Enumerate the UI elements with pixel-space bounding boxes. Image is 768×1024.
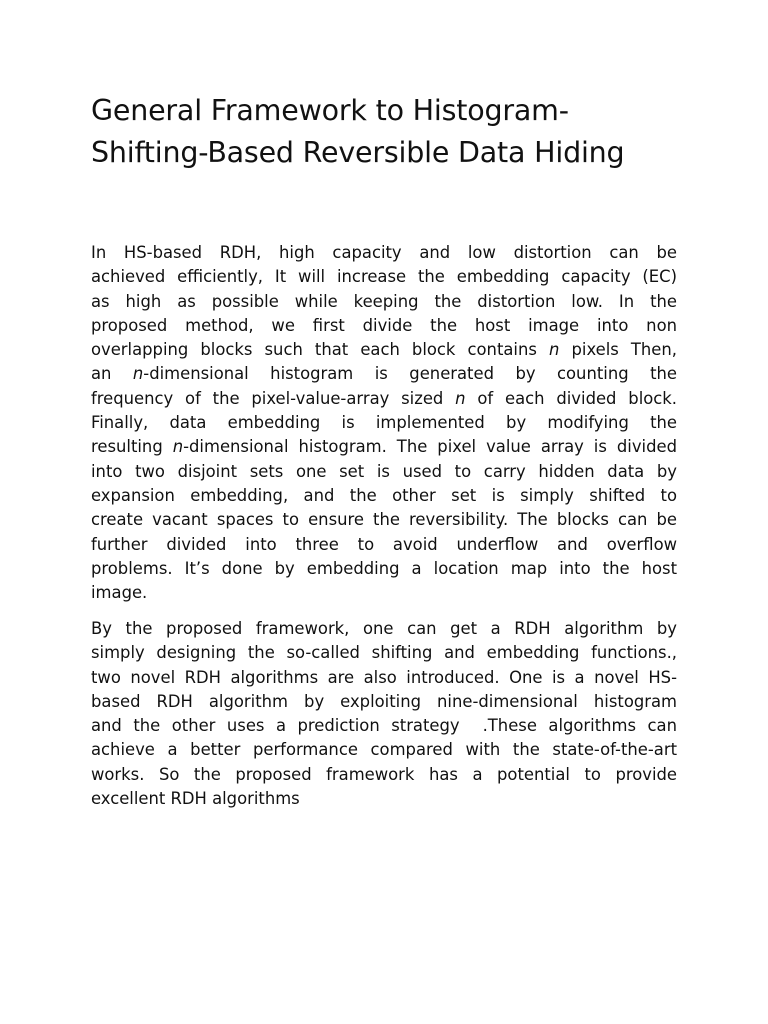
variable-n: n: [549, 340, 560, 360]
text-line: proposed method, we first divide the host image into non: [91, 315, 677, 335]
paragraph-2: [91, 617, 677, 811]
text-line: into two disjoint sets one set is used to carry hidden data by: [91, 461, 677, 481]
text-line: and the other uses a prediction strategy .These algorithms can: [91, 716, 677, 736]
text-line: expansion embedding, and the other set is simply shifted to: [91, 485, 677, 505]
title-line: Shifting-Based Reversible Data Hiding: [91, 136, 625, 169]
variable-n: n: [172, 437, 184, 457]
text-line: problems. It’s done by embedding a location map into the host: [91, 558, 677, 578]
text-line: By the proposed framework, one can get a RDH algorithm by: [91, 619, 677, 638]
text-line: simply designing the so-called shifting and embedding functions.,: [91, 643, 677, 663]
variable-n: n: [132, 364, 144, 384]
text-line: achieved efficiently, It will increase the embedding capacity (EC): [91, 267, 677, 287]
variable-n: n: [455, 388, 466, 408]
text-line: further divided into three to avoid underflow and overflow: [91, 534, 677, 554]
paragraph-1: [91, 241, 677, 605]
text-line: frequency of the pixel-value-array sized n of each divided block.: [91, 388, 677, 408]
document-title: [91, 90, 691, 174]
title-line: General Framework to Histogram-: [91, 94, 569, 127]
text-line: resulting n-dimensional histogram. The pixel value array is divided: [91, 437, 677, 457]
text-line: In HS-based RDH, high capacity and low distortion can be: [91, 243, 677, 262]
text-line: an n-dimensional histogram is generated by counting the: [91, 364, 677, 384]
text-line: as high as possible while keeping the distortion low. In the: [91, 291, 677, 311]
text-line: excellent RDH algorithms: [91, 789, 300, 809]
text-line: based RDH algorithm by exploiting nine-dimensional histogram: [91, 691, 677, 711]
text-line: Finally, data embedding is implemented by modifying the: [91, 413, 677, 433]
text-line: works. So the proposed framework has a potential to provide: [91, 764, 677, 784]
text-line: two novel RDH algorithms are also introduced. One is a novel HS-: [91, 667, 677, 687]
text-line: create vacant spaces to ensure the reversibility. The blocks can be: [91, 510, 677, 530]
text-line: image.: [91, 583, 148, 603]
text-line: achieve a better performance compared with the state-of-the-art: [91, 740, 677, 760]
text-line: overlapping blocks such that each block contains n pixels Then,: [91, 340, 677, 360]
